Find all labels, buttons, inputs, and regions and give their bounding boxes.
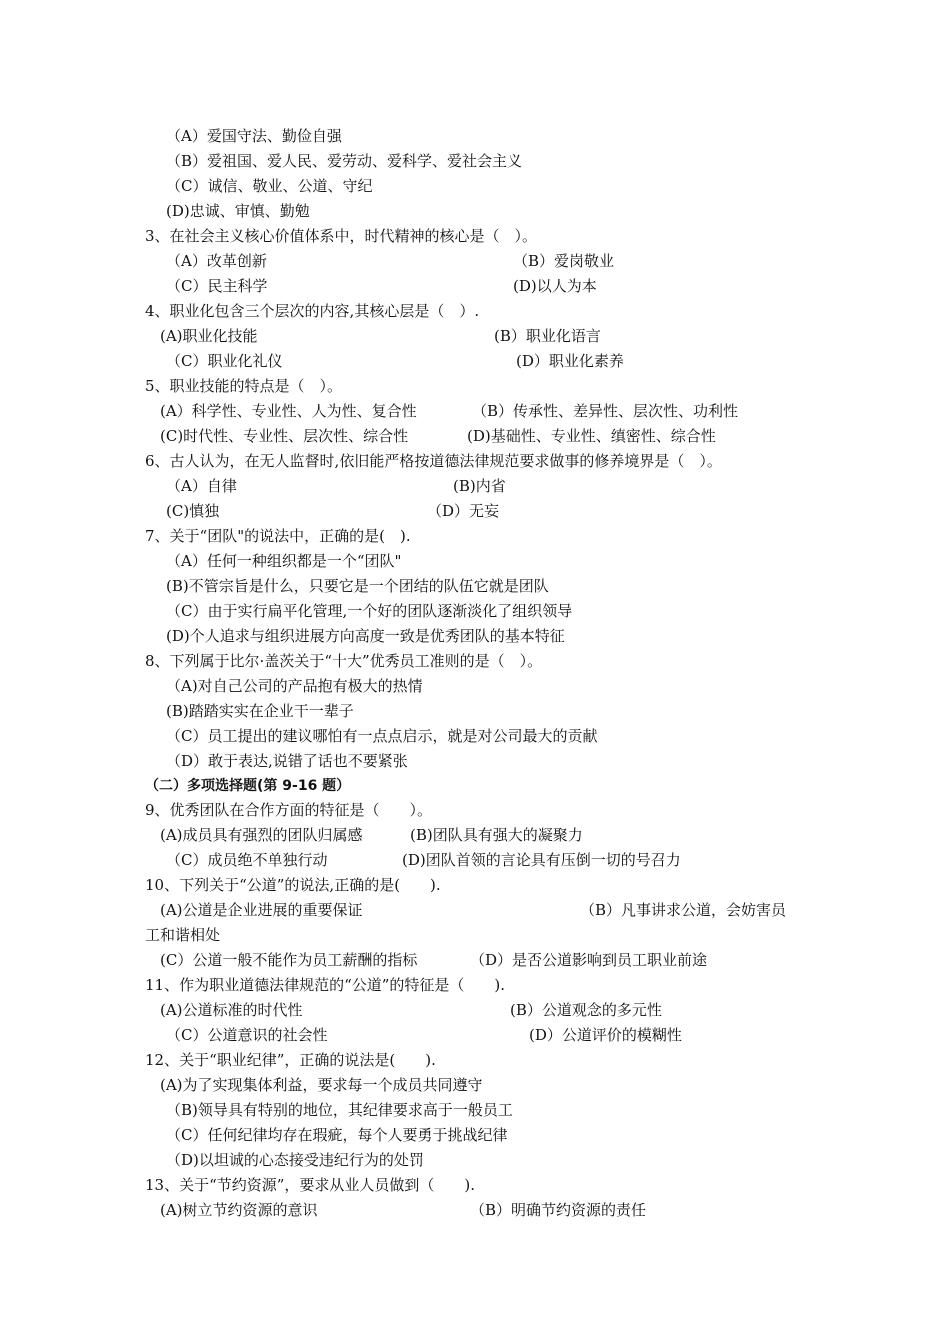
q6-stem: 6、古人认为，在无人监督时,依旧能严格按道德法律规范要求做事的修养境界是（ ）。 <box>145 452 722 470</box>
q9-option-d: (D)团队首领的言论具有压倒一切的号召力 <box>402 851 681 869</box>
q8-option-c: （C）员工提出的建议哪怕有一点点启示，就是对公司最大的贡献 <box>166 727 598 745</box>
q5-option-d: (D)基础性、专业性、缜密性、综合性 <box>467 427 716 445</box>
q13-option-a: (A)树立节约资源的意识 <box>160 1201 318 1219</box>
q9-stem: 9、优秀团队在合作方面的特征是（ ）。 <box>145 801 433 819</box>
q12-option-b: （B)领导具有特别的地位，其纪律要求高于一般员工 <box>166 1101 513 1119</box>
q6-option-a: （A）自律 <box>166 477 237 495</box>
q7-option-a: （A）任何一种组织都是一个“团队" <box>166 552 402 570</box>
q7-option-b: (B)不管宗旨是什么，只要它是一个团结的队伍它就是团队 <box>166 577 549 595</box>
q7-option-c: （C）由于实行扁平化管理,一个好的团队逐渐淡化了组织领导 <box>166 602 573 620</box>
q5-option-c: (C)时代性、专业性、层次性、综合性 <box>160 427 409 445</box>
q5-option-b: （B）传承性、差异性、层次性、功利性 <box>472 402 739 420</box>
q4-option-d: (D）职业化素养 <box>516 352 624 370</box>
q3-option-d: (D)以人为本 <box>513 277 597 295</box>
q8-option-a: （A)对自己公司的产品抱有极大的热情 <box>166 677 423 695</box>
q9-option-a: (A)成员具有强烈的团队归属感 <box>160 826 363 844</box>
q3-option-c: （C）民主科学 <box>166 277 268 295</box>
q7-stem: 7、关于“团队"的说法中，正确的是( ). <box>145 527 411 545</box>
q11-stem: 11、作为职业道德法律规范的“公道”的特征是（ ). <box>145 976 506 994</box>
q8-option-b: (B)踏踏实实在企业干一辈子 <box>166 702 354 720</box>
q4-stem: 4、职业化包含三个层次的内容,其核心层是（ ）. <box>145 302 480 320</box>
q12-option-a: (A)为了实现集体利益，要求每一个成员共同遵守 <box>160 1076 483 1094</box>
q11-option-c: （C）公道意识的社会性 <box>166 1026 328 1044</box>
q10-stem: 10、下列关于“公道”的说法,正确的是( ). <box>145 876 441 894</box>
q13-option-b: （B）明确节约资源的责任 <box>470 1201 647 1219</box>
q6-option-d: （D）无妄 <box>427 502 500 520</box>
q11-option-a: (A)公道标准的时代性 <box>160 1001 303 1019</box>
q7-option-d: (D)个人追求与组织进展方向高度一致是优秀团队的基本特征 <box>166 627 565 645</box>
q8-stem: 8、下列属于比尔·盖茨关于“十大”优秀员工准则的是（ ）。 <box>145 652 543 670</box>
q11-option-d: (D）公道评价的模糊性 <box>529 1026 682 1044</box>
q5-stem: 5、职业技能的特点是（ ）。 <box>145 377 343 395</box>
q13-stem: 13、关于“节约资源”，要求从业人员做到（ ). <box>145 1176 476 1194</box>
q6-option-c: (C)慎独 <box>166 502 220 520</box>
q11-option-b: (B）公道观念的多元性 <box>510 1001 662 1019</box>
q2-option-c: （C）诚信、敬业、公道、守纪 <box>166 177 373 195</box>
q9-option-b: (B)团队具有强大的凝聚力 <box>410 826 583 844</box>
q10-option-b-continued: 工和谐相处 <box>145 926 221 944</box>
q12-stem: 12、关于“职业纪律”，正确的说法是( ). <box>145 1051 436 1069</box>
q10-option-a: (A)公道是企业进展的重要保证 <box>160 901 363 919</box>
q10-option-b: （B）凡事讲求公道，会妨害员 <box>580 901 787 919</box>
q6-option-b: (B)内省 <box>453 477 506 495</box>
q2-option-d: (D)忠诚、审慎、勤勉 <box>166 202 310 220</box>
q10-option-d: （D）是否公道影响到员工职业前途 <box>470 951 708 969</box>
q4-option-a: (A)职业化技能 <box>160 327 258 345</box>
q12-option-c: （C）任何纪律均存在瑕疵，每个人要勇于挑战纪律 <box>166 1126 508 1144</box>
q8-option-d: （D）敢于表达,说错了话也不要紧张 <box>166 752 408 770</box>
q2-option-b: （B）爱祖国、爱人民、爱劳动、爱科学、爱社会主义 <box>166 152 523 170</box>
q2-option-a: （A）爱国守法、勤俭自强 <box>166 127 342 145</box>
q3-option-b: （B）爱岗敬业 <box>513 252 615 270</box>
q9-option-c: （C）成员绝不单独行动 <box>166 851 328 869</box>
q4-option-b: (B）职业化语言 <box>494 327 601 345</box>
q3-stem: 3、在社会主义核心价值体系中，时代精神的核心是（ ）。 <box>145 227 538 245</box>
q5-option-a: (A）科学性、专业性、人为性、复合性 <box>160 402 417 420</box>
q3-option-a: （A）改革创新 <box>166 252 267 270</box>
section-heading-multiple-choice: （二）多项选择题(第 9-16 题） <box>145 778 351 794</box>
q4-option-c: （C）职业化礼仪 <box>166 352 283 370</box>
q10-option-c: (C）公道一般不能作为员工薪酬的指标 <box>160 951 418 969</box>
q12-option-d: （D)以坦诚的心态接受违纪行为的处罚 <box>166 1151 424 1169</box>
